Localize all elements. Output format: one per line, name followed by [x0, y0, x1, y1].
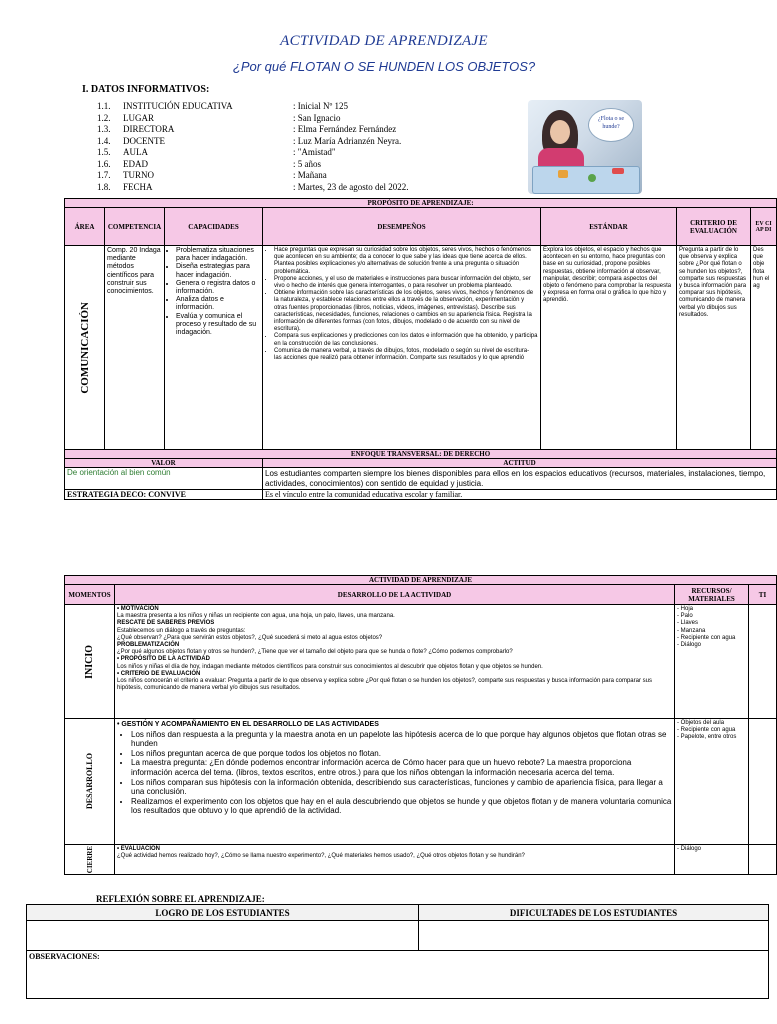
- info-row: 1.6. EDAD : 5 años: [97, 158, 321, 169]
- list-item: - Hoja: [677, 606, 694, 612]
- desarrollo-label: DESARROLLO: [85, 753, 94, 810]
- inicio-label: INICIO: [84, 644, 95, 679]
- cierre-content: • EVALUACIÓN ¿Qué actividad hemos realizado hoy?, ¿Cómo se llama nuestro experimento?, ¿Qué materiales hemos usado?, ¿Qué otros objetos flotan y se hundirán?: [115, 845, 675, 875]
- col-competencia: COMPETENCIA: [105, 208, 165, 246]
- cierre-label: CIERRE: [85, 846, 94, 874]
- desarrollo-recursos: [675, 719, 749, 845]
- observaciones-cell: OBSERVACIONES:: [27, 951, 769, 999]
- desarrollo-cell: [65, 719, 115, 845]
- list-item: - Diálogo: [677, 846, 702, 852]
- info-row: 1.2. LUGAR : San Ignacio: [97, 112, 341, 123]
- col-desempenos: DESEMPEÑOS: [263, 208, 541, 246]
- actitud-cell: Los estudiantes comparten siempre los bienes disponibles para ellos en los espacios educativos (recursos, materiales, instalaciones, tiempo, actividades, conocimientos) con sentido de equidad y justicia.: [263, 468, 777, 490]
- col-area: ÁREA: [65, 208, 105, 246]
- list-item: • Problematiza situaciones para hacer indagación.: [176, 247, 260, 263]
- col-desarrollo: DESARROLLO DE LA ACTIVIDAD: [115, 585, 675, 605]
- logro-cell: [27, 921, 419, 951]
- valor-header: VALOR: [65, 459, 263, 468]
- list-item: • Analiza datos e información.: [176, 296, 260, 312]
- col-momentos: MOMENTOS: [65, 585, 115, 605]
- list-item: • Compara sus explicaciones y predicciones con los datos e información que ha obtenido, y participa en la construcción de las conclusiones.: [274, 333, 538, 347]
- info-row: 1.4. DOCENTE : Luz María Adrianzén Neyra.: [97, 135, 402, 146]
- enfoque-header: ENFOQUE TRANSVERSAL: DE DERECHO: [65, 450, 777, 459]
- list-item: - Recipiente con agua: [677, 727, 736, 734]
- speech-bubble: ¿Flota o se hunde?: [588, 108, 634, 142]
- list-item: - Llaves: [677, 620, 699, 627]
- estandar-cell: Explora los objetos, el espacio y hechos que acontecen en su entorno, hace preguntas con base en su curiosidad, propone posibles respuestas, obtiene información al observar, manipular, describir; compara aspectos del objeto o fenómeno para comprobar la respuesta y expresa en forma oral o gráfica lo que hizo y aprendió.: [541, 246, 677, 450]
- list-item: - Palo: [677, 613, 693, 620]
- dificultades-header: DIFICULTADES DE LOS ESTUDIANTES: [419, 905, 769, 921]
- cierre-cell: [65, 845, 115, 875]
- actividad-header: ACTIVIDAD DE APRENDIZAJE: [65, 576, 777, 585]
- list-item: • Los niños comparan sus hipótesis con la información obtenida, describiendo sus características, funciones y cambio de apariencia física, para llegar a una conclusión.: [131, 778, 672, 797]
- competencia-cell: Comp. 20 Indaga mediante métodos científicos para construir sus conocimientos.: [105, 246, 165, 450]
- page-subtitle: ¿Por qué FLOTAN O SE HUNDEN LOS OBJETOS?: [232, 59, 536, 74]
- col-criterio: CRITERIO DE EVALUACIÓN: [677, 208, 751, 246]
- list-item: • Propone acciones, y el uso de materiales e instrucciones para buscar información del objeto, ser vivo o hecho de interés que genera interrogantes, o para resolver un problema planteado.: [274, 276, 538, 290]
- info-row: 1.7. TURNO : Mañana: [97, 170, 327, 180]
- list-item: - Papelote, entre otros: [677, 734, 737, 741]
- section-heading: I. DATOS INFORMATIVOS:: [82, 84, 210, 95]
- proposito-table: [64, 198, 777, 500]
- area-label: COMUNICACIÓN: [78, 301, 91, 394]
- area-cell: [65, 246, 105, 450]
- page-title: ACTIVIDAD DE APRENDIZAJE: [280, 33, 488, 49]
- col-tiempo: TI: [749, 585, 777, 605]
- info-row: 1.5. AULA : "Amistad": [97, 147, 336, 157]
- reflexion-table: [26, 904, 769, 999]
- desarrollo-content: • GESTIÓN Y ACOMPAÑAMIENTO EN EL DESARROLLO DE LAS ACTIVIDADES • Los niños dan respuesta a la pregunta y la maestra anota en un papelote las hipótesis acerca de lo que porque hay algunos objetos que flotan otras se hunden • Los niños preguntan acerca de que porque todos los objetos no flotan. • La maestra pregunta: ¿En dónde podemos encontrar información acerca de Cómo hacer para que un huevo rebote? La maestra proporciona información acerca del tema. (libros, textos escritos, entre otros.) para que los niños obtengan la información necesaria acerca del tema. • Los niños comparan sus hipótesis con la información obtenida, describiendo sus características, funciones y cambio de apariencia física, para llegar a una conclusión. • Realizamos el experimento con los objetos que hay en el aula descubriendo que objetos se hunde y que objetos flotan y de manera voluntaria comunica los resultados que obtuvo y lo que aprendió de la actividad.: [115, 719, 675, 845]
- estrategia-label: ESTRATEGIA DECO: CONVIVE: [65, 490, 263, 500]
- col-recursos: RECURSOS/ MATERIALES: [675, 585, 749, 605]
- info-row: 1.8. FECHA : Martes, 23 de agosto del 2022.: [97, 181, 409, 192]
- list-item: - Diálogo: [677, 642, 702, 649]
- logro-header: LOGRO DE LOS ESTUDIANTES: [27, 905, 419, 921]
- evidencia-cell: Des que obje flota hun el ag: [751, 246, 777, 450]
- inicio-content: • MOTIVACIÓN La maestra presenta a los niños y niñas un recipiente con agua, una hoja, un palo, llaves, una manzana. RESCATE DE SABERES PREVIOS Establecemos un diálogo a través de preguntas: ¿Qué observan? ¿Para que servirán estos objetos?, ¿Qué sucederá si meto al agua estos objetos? PROBLEMATIZACIÓN ¿Por qué algunos objetos flotan y otros se hunden?, ¿Tiene que ver el tamaño del objeto para que se hunda o flote? ¿Cómo podemos comprobarlo? • PROPÓSITO DE LA ACTIVIDAD Los niños y niñas el día de hoy, indagan mediante métodos científicos para construir sus conocimientos al descubrir que objetos flotan y que objetos se hunden. • CRITERIO DE EVALUACIÓN Los niños conocerán el criterio a evaluar: Pregunta a partir de lo que observa y explica sobre ¿Por qué flotan o se hunden los objetos?, comparte sus respuestas y busca información para comparar sus hipótesis, comunicando de manera verbal y/o dibujos sus resultados.: [115, 605, 675, 719]
- list-item: • Diseña estrategias para hacer indagación.: [176, 263, 260, 279]
- list-item: • Hace preguntas que expresan su curiosidad sobre los objetos, seres vivos, hechos o fenómenos que acontecen en su ambiente; da a conocer lo que sabe y las ideas que tiene acerca de ellos. Plantea posibles explicaciones y/o alternativas de solución frente a una pregunta o situación problemática.: [274, 247, 538, 276]
- estrategia-cell: Es el vínculo entre la comunidad educativa escolar y familiar.: [263, 490, 777, 500]
- col-evidencia: EV CI AP DI: [751, 208, 777, 246]
- list-item: - Recipiente con agua: [677, 634, 736, 641]
- reflexion-title: REFLEXIÓN SOBRE EL APRENDIZAJE:: [96, 894, 265, 904]
- activity-photo: [528, 100, 642, 194]
- dificultades-cell: [419, 921, 769, 951]
- col-capacidades: CAPACIDADES: [165, 208, 263, 246]
- col-estandar: ESTÁNDAR: [541, 208, 677, 246]
- list-item: - Manzana: [677, 627, 706, 634]
- proposito-header: PROPÓSITO DE APRENDIZAJE:: [65, 199, 777, 208]
- list-item: • Evalúa y comunica el proceso y resultado de su indagación.: [176, 313, 260, 338]
- list-item: • La maestra pregunta: ¿En dónde podemos encontrar información acerca de Cómo hacer para que un huevo rebote? La maestra proporciona información acerca del tema. (libros, textos escritos, entre otros.) para que los niños obtengan la información necesaria acerca del tema.: [131, 758, 672, 777]
- list-item: • Obtiene información sobre las características de los objetos, seres vivos, hechos y fenómenos de la naturaleza, y establece relaciones entre ellos a través de la observación, experimentación y otras fuentes proporcionadas (libros, noticias, videos, imágenes, entrevistas). Describe sus características, necesidades, funciones, relaciones o cambios en su apariencia física. Registra la información de diferentes formas (con fotos, dibujos, modelado o de acuerdo con su nivel de escritura).: [274, 290, 538, 333]
- list-item: • Comunica de manera verbal, a través de dibujos, fotos, modelado o según su nivel de escritura- las acciones que realizó para obtener información. Comparte sus resultados y lo que aprendió: [274, 348, 538, 362]
- cierre-recursos: [675, 845, 749, 875]
- actitud-header: ACTITUD: [263, 459, 777, 468]
- list-item: • Los niños preguntan acerca de que porque todos los objetos no flotan.: [131, 749, 672, 759]
- valor-cell: De orientación al bien común: [65, 468, 263, 490]
- list-item: • Genera o registra datos o información.: [176, 280, 260, 296]
- list-item: - Objetos del aula: [677, 720, 725, 726]
- list-item: • Realizamos el experimento con los objetos que hay en el aula descubriendo que objetos se hunde y que objetos flotan y de manera voluntaria comunica los resultados que obtuvo y lo que aprendió de la actividad.: [131, 797, 672, 816]
- capacidades-cell: [165, 246, 263, 450]
- info-list: [97, 101, 408, 193]
- info-row: 1.1. INSTITUCIÓN EDUCATIVA : Inicial Nº 125: [97, 101, 349, 111]
- desempenos-cell: [263, 246, 541, 450]
- criterio-cell: Pregunta a partir de lo que observa y explica sobre ¿Por qué flotan o se hunden los objetos?, comparte sus respuestas y busca información para comparar sus hipótesis, comunicando de manera verbal y/o dibujos sus resultados.: [677, 246, 751, 450]
- list-item: • Los niños dan respuesta a la pregunta y la maestra anota en un papelote las hipótesis acerca de lo que porque hay algunos objetos que flotan otras se hunden: [131, 730, 672, 749]
- actividad-table: [64, 575, 777, 875]
- info-row: 1.3. DIRECTORA : Elma Fernández Fernández: [97, 124, 397, 134]
- inicio-cell: [65, 605, 115, 719]
- inicio-recursos: [675, 605, 749, 719]
